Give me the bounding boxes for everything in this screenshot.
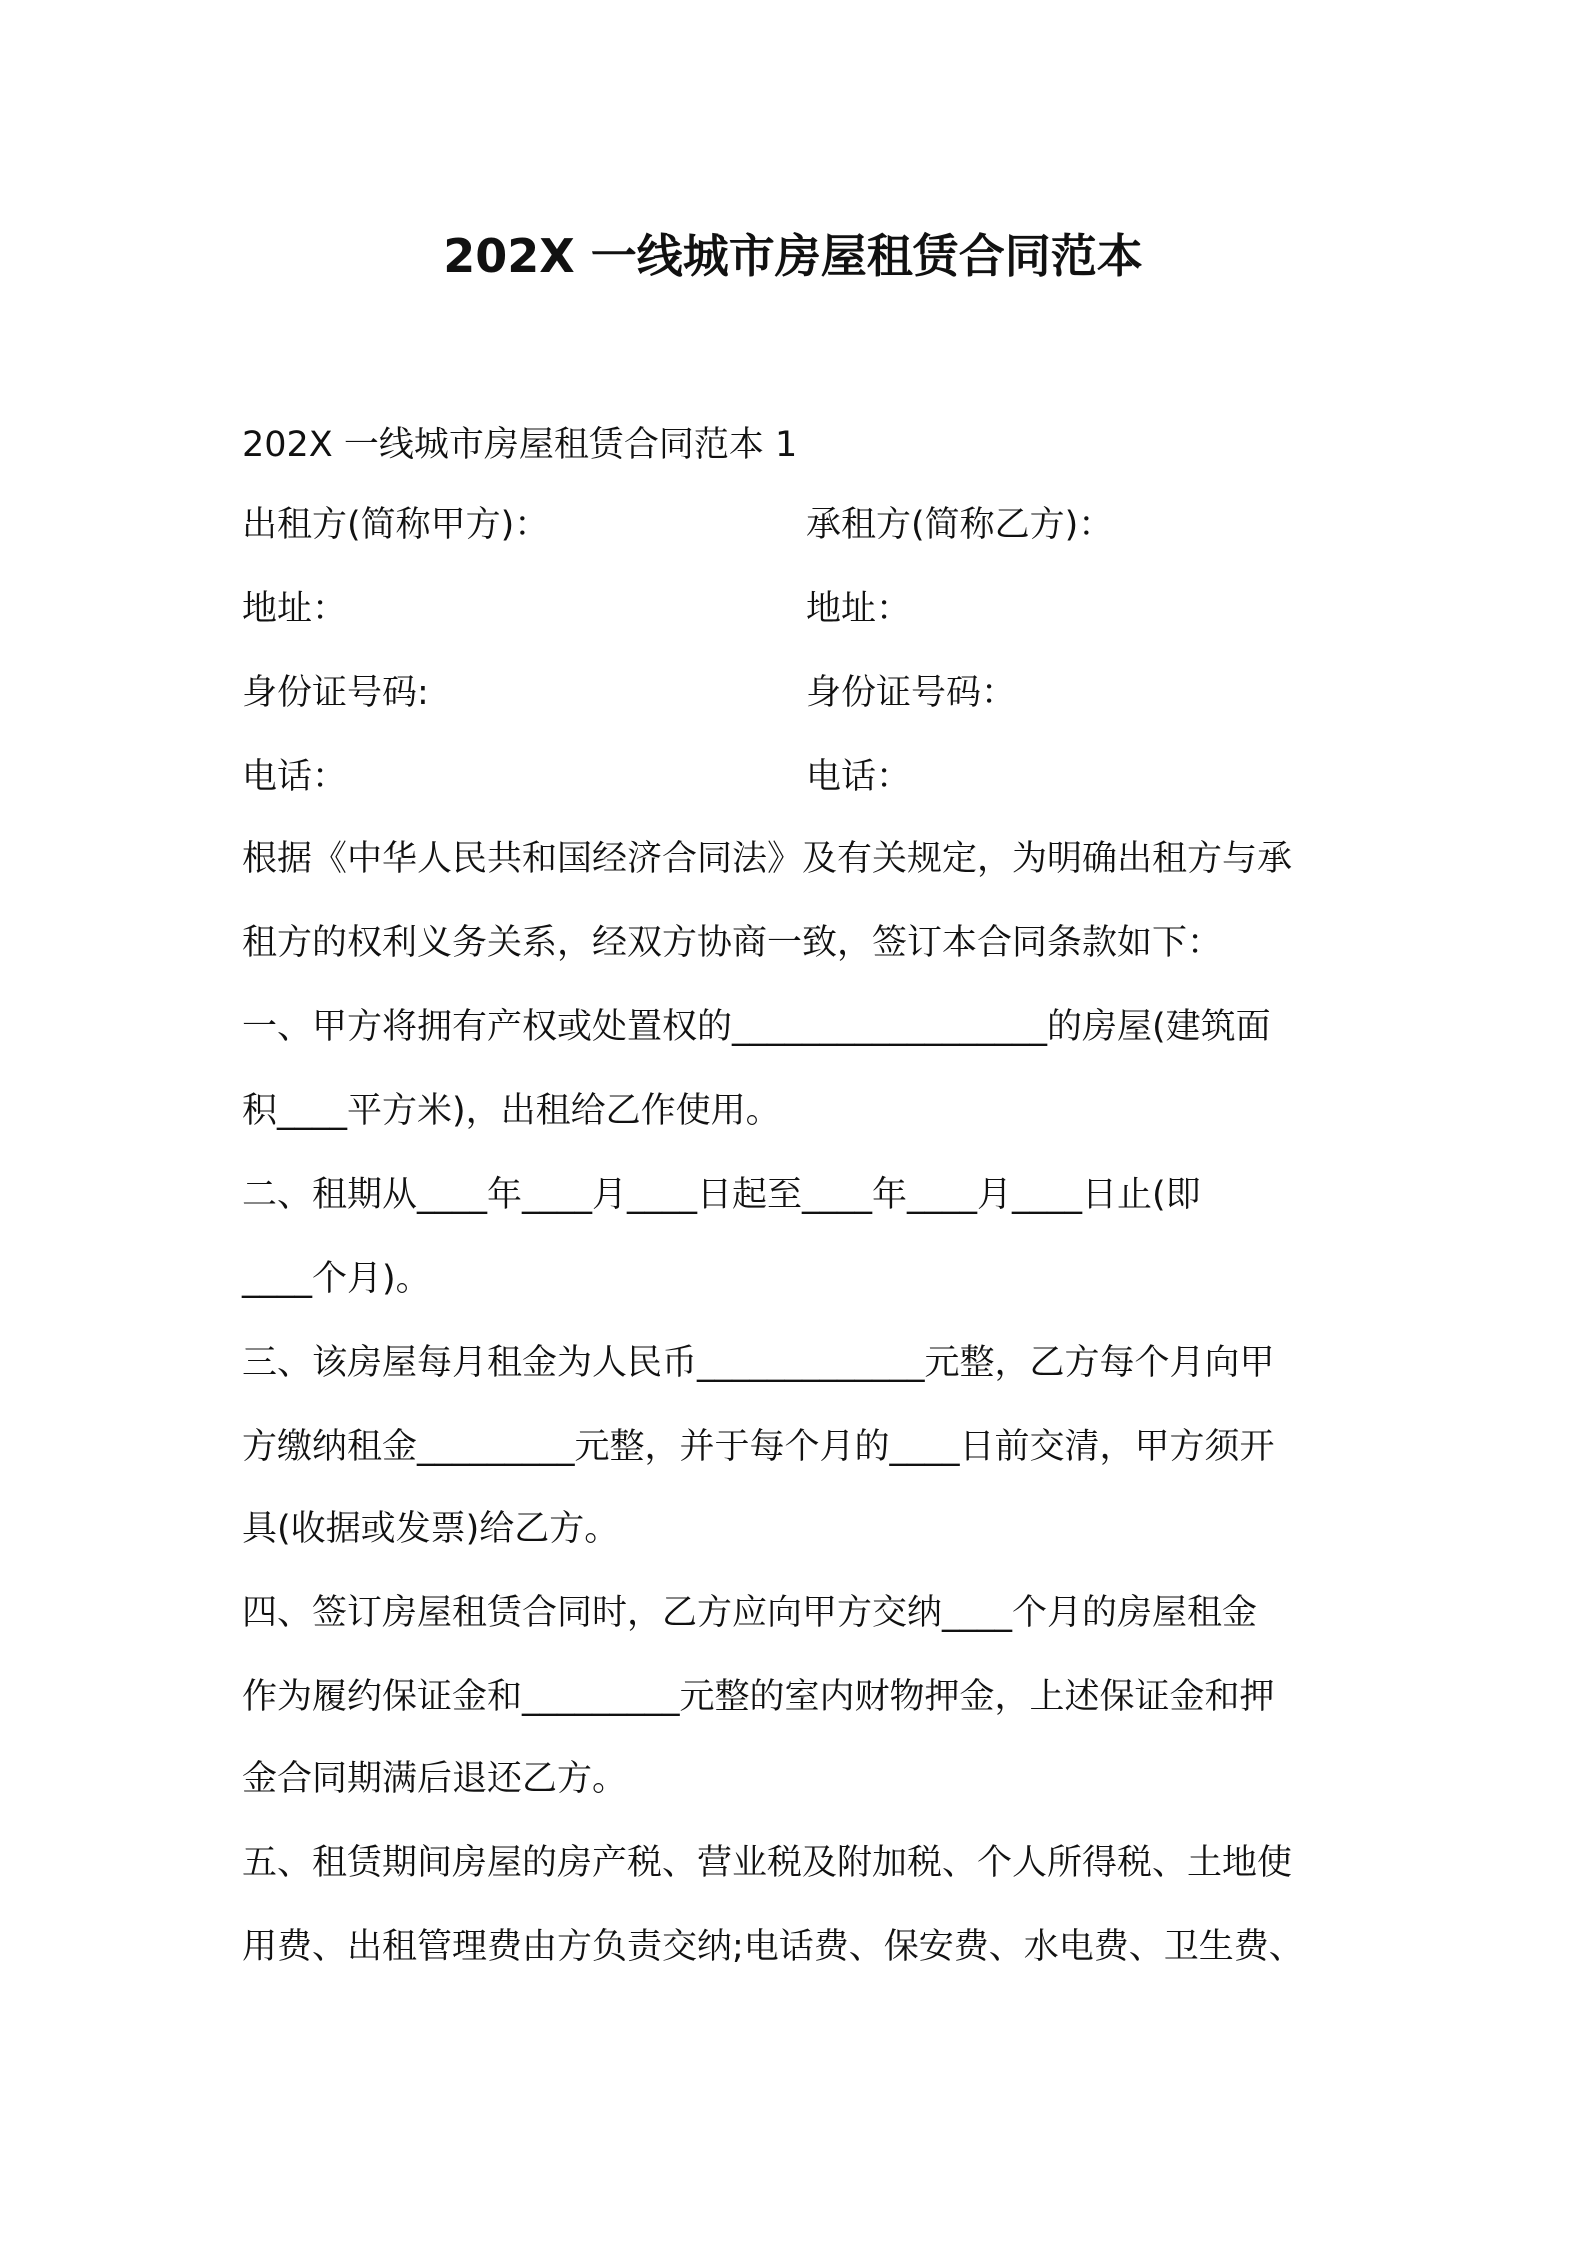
clause-3-line: 三、该房屋每月租金为人民币_____________元整，乙方每个月向甲 — [242, 1343, 1275, 1383]
clause-5-line: 用费、出租管理费由方负责交纳;电话费、保安费、水电费、卫生费、 — [242, 1927, 1304, 1967]
lessor-address-label: 地址： — [242, 589, 348, 629]
clause-3-line: 具(收据或发票)给乙方。 — [242, 1509, 620, 1549]
lessor-id-label: 身份证号码: — [242, 673, 429, 713]
clause-4-line: 作为履约保证金和_________元整的室内财物押金，上述保证金和押 — [242, 1677, 1275, 1717]
lessee-label: 承租方(简称乙方)： — [806, 505, 1114, 545]
lessee-id-label: 身份证号码： — [806, 673, 1017, 713]
lessor-label: 出租方(简称甲方)： — [242, 505, 550, 545]
clause-1-line: 积____平方米)，出租给乙作使用。 — [242, 1091, 781, 1131]
document-title: 202X 一线城市房屋租赁合同范本 — [443, 229, 1143, 283]
clause-2-line: ____个月)。 — [242, 1259, 431, 1299]
lessee-phone-label: 电话： — [806, 757, 912, 797]
clause-1-line: 一、甲方将拥有产权或处置权的__________________的房屋(建筑面 — [242, 1007, 1271, 1047]
clause-3-line: 方缴纳租金_________元整，并于每个月的____日前交清，甲方须开 — [242, 1427, 1275, 1467]
lessee-address-label: 地址： — [806, 589, 912, 629]
document-subtitle: 202X 一线城市房屋租赁合同范本 1 — [242, 425, 798, 465]
clause-5-line: 五、租赁期间房屋的房产税、营业税及附加税、个人所得税、土地使 — [242, 1843, 1293, 1883]
lessor-phone-label: 电话： — [242, 757, 348, 797]
body-line: 根据《中华人民共和国经济合同法》及有关规定，为明确出租方与承 — [242, 839, 1293, 879]
clause-2-line: 二、租期从____年____月____日起至____年____月____日止(即 — [242, 1175, 1201, 1215]
body-line: 租方的权利义务关系，经双方协商一致，签订本合同条款如下： — [242, 923, 1223, 963]
clause-4-line: 四、签订房屋租赁合同时，乙方应向甲方交纳____个月的房屋租金 — [242, 1593, 1258, 1633]
clause-4-line: 金合同期满后退还乙方。 — [242, 1759, 628, 1799]
